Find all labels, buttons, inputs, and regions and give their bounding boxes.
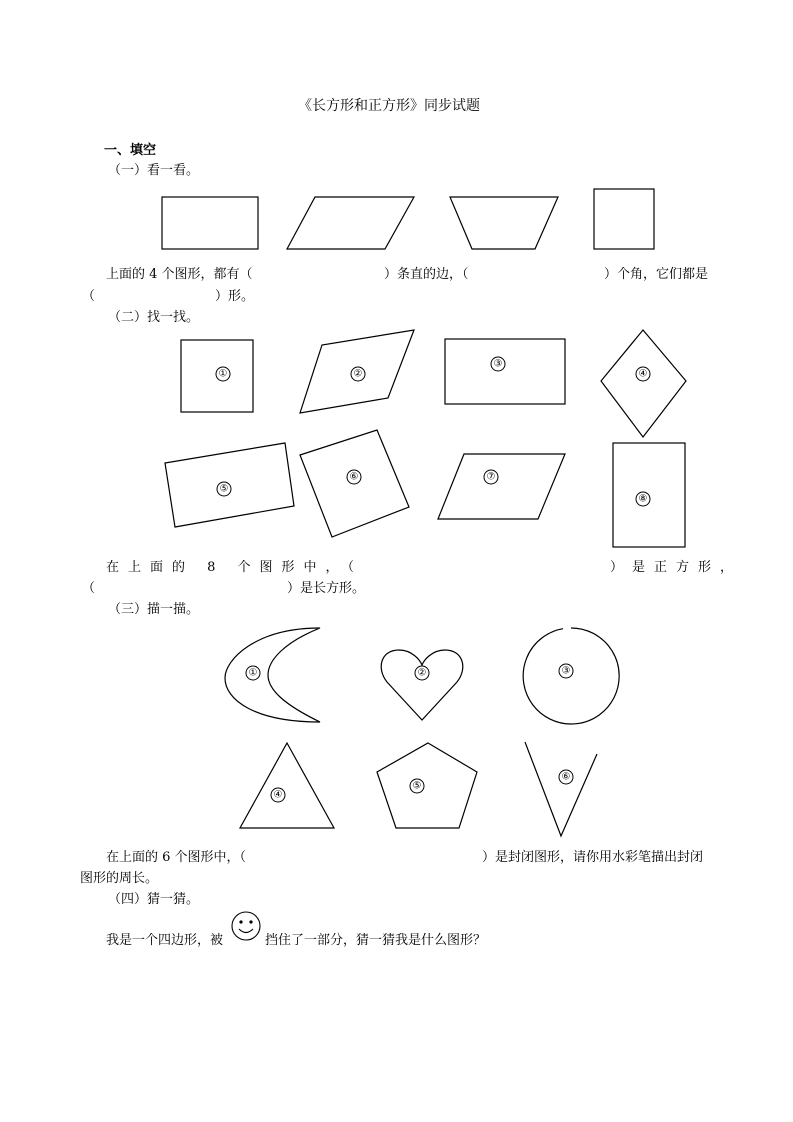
part4-question-a: 我是一个四边形，被 [106,933,224,948]
part2-question-a: 在上面的 8 个图形中，（ [106,560,364,575]
part1-label: （一）看一看。 [108,163,200,178]
part4-question-b: 挡住了一部分，猜一猜我是什么图形？ [265,933,487,948]
part3-question-b: ）是封闭图形，请你用水彩笔描出封闭 [482,850,704,865]
shape-1-number: ① [248,667,258,679]
part2-label: （二）找一找。 [108,310,200,325]
page-title: 《长方形和正方形》同步试题 [298,98,480,114]
part3-label: （三）描一描。 [108,602,200,617]
shape-5-number: ⑤ [412,780,422,792]
shape-6-number: ⑥ [349,471,359,483]
part3-question-c: 图形的周长。 [80,871,159,886]
part2-question-d: ）是长方形。 [287,581,366,596]
part3-question-a: 在上面的 6 个图形中，（ [106,850,247,865]
shape-4-number: ④ [273,789,283,801]
shape-1-number: ① [218,368,228,380]
shape-2-number: ② [353,368,363,380]
shape-4-number: ④ [638,368,648,380]
shape-8-number: ⑧ [638,493,648,505]
part1-question-b: ）条直的边，（ [384,267,469,282]
part4-label: （四）猜一猜。 [108,892,200,907]
part2-question-b: ）是正方形， [610,560,743,575]
shape-3-number: ③ [493,358,503,370]
shape-3-number: ③ [561,665,571,677]
shape-5-number: ⑤ [219,483,229,495]
part1-question-c: ）个角，它们都是 [604,267,709,282]
part2-question-c: （ [82,581,96,596]
part1-question-d: （ [82,289,96,304]
part1-question-a: 上面的 4 个图形，都有（ [106,267,253,282]
part1-question-e: ）形。 [215,289,255,304]
section-heading: 一、填空 [104,143,157,158]
shape-2-number: ② [417,667,427,679]
shape-6-number: ⑥ [561,771,571,783]
shape-7-number: ⑦ [486,471,496,483]
